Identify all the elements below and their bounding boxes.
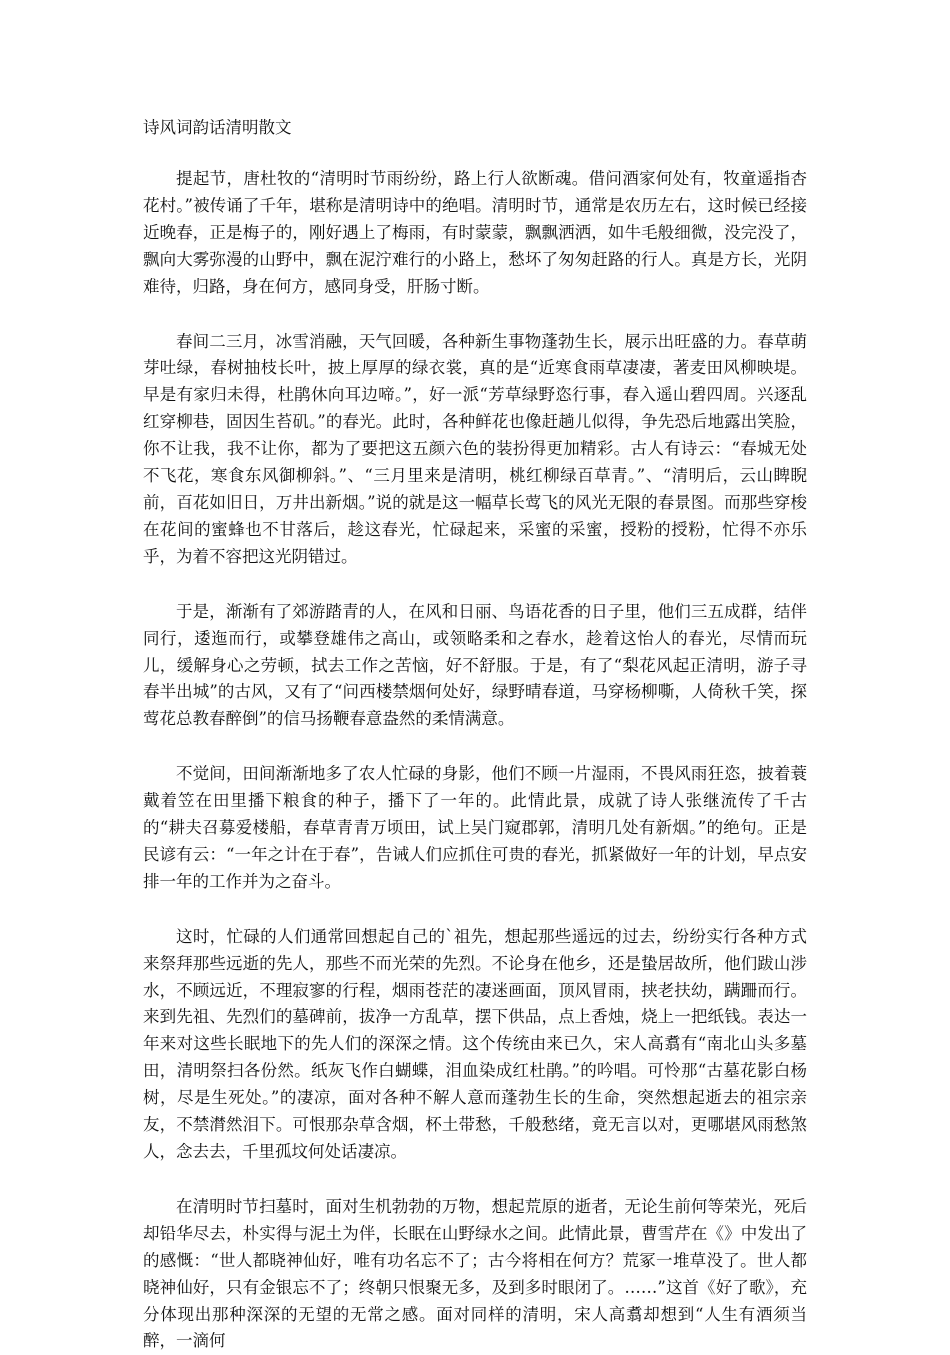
paragraph-6: 在清明时节扫墓时，面对生机勃勃的万物，想起荒原的逝者，无论生前何等荣光，死后却铅华尽去，朴实得与泥土为伴，长眠在山野绿水之间。此情此景，曹雪芹在《》中发出了的感慨：“世人都晓神仙好，唯有功名忘不了；古今将相在何方？荒冢一堆草没了。世人都晓神仙好，只有金银忘不了；终朝只恨聚无多，及到多时眼闭了。……”这首《好了歌》，充分体现出那种深深的无望的无常之感。面对同样的清明，宋人高翥却想到“人生有酒须当醉，一滴何 bbox=[143, 1196, 807, 1351]
paragraph-1: 提起节，唐杜牧的“清明时节雨纷纷，路上行人欲断魂。借问酒家何处有，牧童遥指杏花村。”被传诵了千年，堪称是清明诗中的绝唱。清明时节，通常是农历左右，这时候已经接近晚春，正是梅子的，刚好遇上了梅雨，有时蒙蒙，飘飘洒洒，如牛毛般细微，没完没了，飘向大雾弥漫的山野中，飘在泥泞难行的小路上，愁坏了匆匆赶路的行人。真是方长，光阴难待，归路，身在何方，感同身受，肝肠寸断。 bbox=[143, 169, 807, 296]
document-page bbox=[143, 114, 807, 1355]
document-title: 诗风词韵话清明散文 bbox=[143, 118, 292, 137]
paragraph-5: 这时，忙碌的人们通常回想起自己的`祖先，想起那些遥远的过去，纷纷实行各种方式来祭拜那些远逝的先人，那些不而光荣的先烈。不论身在他乡，还是蛰居故所，他们跋山涉水，不顾远近，不理寂寥的行程，烟雨苍茫的凄迷画面，顶风冒雨，挟老扶幼，蹒跚而行。来到先祖、先烈们的墓碑前，拔净一方乱草，摆下供品，点上香烛，烧上一把纸钱。表达一年来对这些长眠地下的先人们的深深之情。这个传统由来已久，宋人高翥有“南北山头多墓田，清明祭扫各份然。纸灰飞作白蝴蝶，泪血染成红杜鹃。”的吟唱。可怜那“古墓花影白杨树，尽是生死处。”的凄凉，面对各种不解人意而蓬勃生长的生命，突然想起逝去的祖宗亲友，不禁潸然泪下。可恨那杂草含烟，杯土带愁，千般愁绪，竟无言以对，更哪堪风雨愁煞人，念去去，千里孤坟何处话凄凉。 bbox=[143, 926, 807, 1161]
paragraph-4: 不觉间，田间渐渐地多了农人忙碌的身影，他们不顾一片湿雨，不畏风雨狂恣，披着蓑戴着笠在田里播下粮食的种子，播下了一年的。此情此景，成就了诗人张继流传了千古的“耕夫召募爱楼船，春草青青万顷田，试上吴门窥郡郭，清明几处有新烟。”的绝句。正是民谚有云：“一年之计在于春”，告诫人们应抓住可贵的春光，抓紧做好一年的计划，早点安排一年的工作并为之奋斗。 bbox=[143, 764, 807, 891]
paragraph-2: 春间二三月，冰雪消融，天气回暖，各种新生事物蓬勃生长，展示出旺盛的力。春草萌芽吐绿，春树抽枝长叶，披上厚厚的绿衣裳，真的是“近寒食雨草凄凄，著麦田风柳映堤。早是有家归未得，杜鹃休向耳边啼。”，好一派“芳草绿野恣行事，春入遥山碧四周。兴逐乱红穿柳巷，固因生苔矶。”的春光。此时，各种鲜花也像赶趟儿似得，争先恐后地露出笑脸，你不让我，我不让你，都为了要把这五颜六色的装扮得更加精彩。古人有诗云：“春城无处不飞花，寒食东风御柳斜。”、“三月里来是清明，桃红柳绿百草青。”、“清明后，云山睥睨前，百花如旧日，万井出新烟。”说的就是这一幅草长莺飞的风光无限的春景图。而那些穿梭在花间的蜜蜂也不甘落后，趁这春光，忙碌起来，采蜜的采蜜，授粉的授粉，忙得不亦乐乎，为着不容把这光阴错过。 bbox=[143, 331, 807, 566]
paragraph-3: 于是，渐渐有了郊游踏青的人，在风和日丽、鸟语花香的日子里，他们三五成群，结伴同行，逶迤而行，或攀登雄伟之高山，或领略柔和之春水，趁着这怡人的春光，尽情而玩儿，缓解身心之劳顿，拭去工作之苦恼，好不舒服。于是，有了“梨花风起正清明，游子寻春半出城”的古风，又有了“问西楼禁烟何处好，绿野晴春道，马穿杨柳嘶，人倚秋千笑，探莺花总教春醉倒”的信马扬鞭春意盎然的柔情满意。 bbox=[143, 601, 807, 729]
